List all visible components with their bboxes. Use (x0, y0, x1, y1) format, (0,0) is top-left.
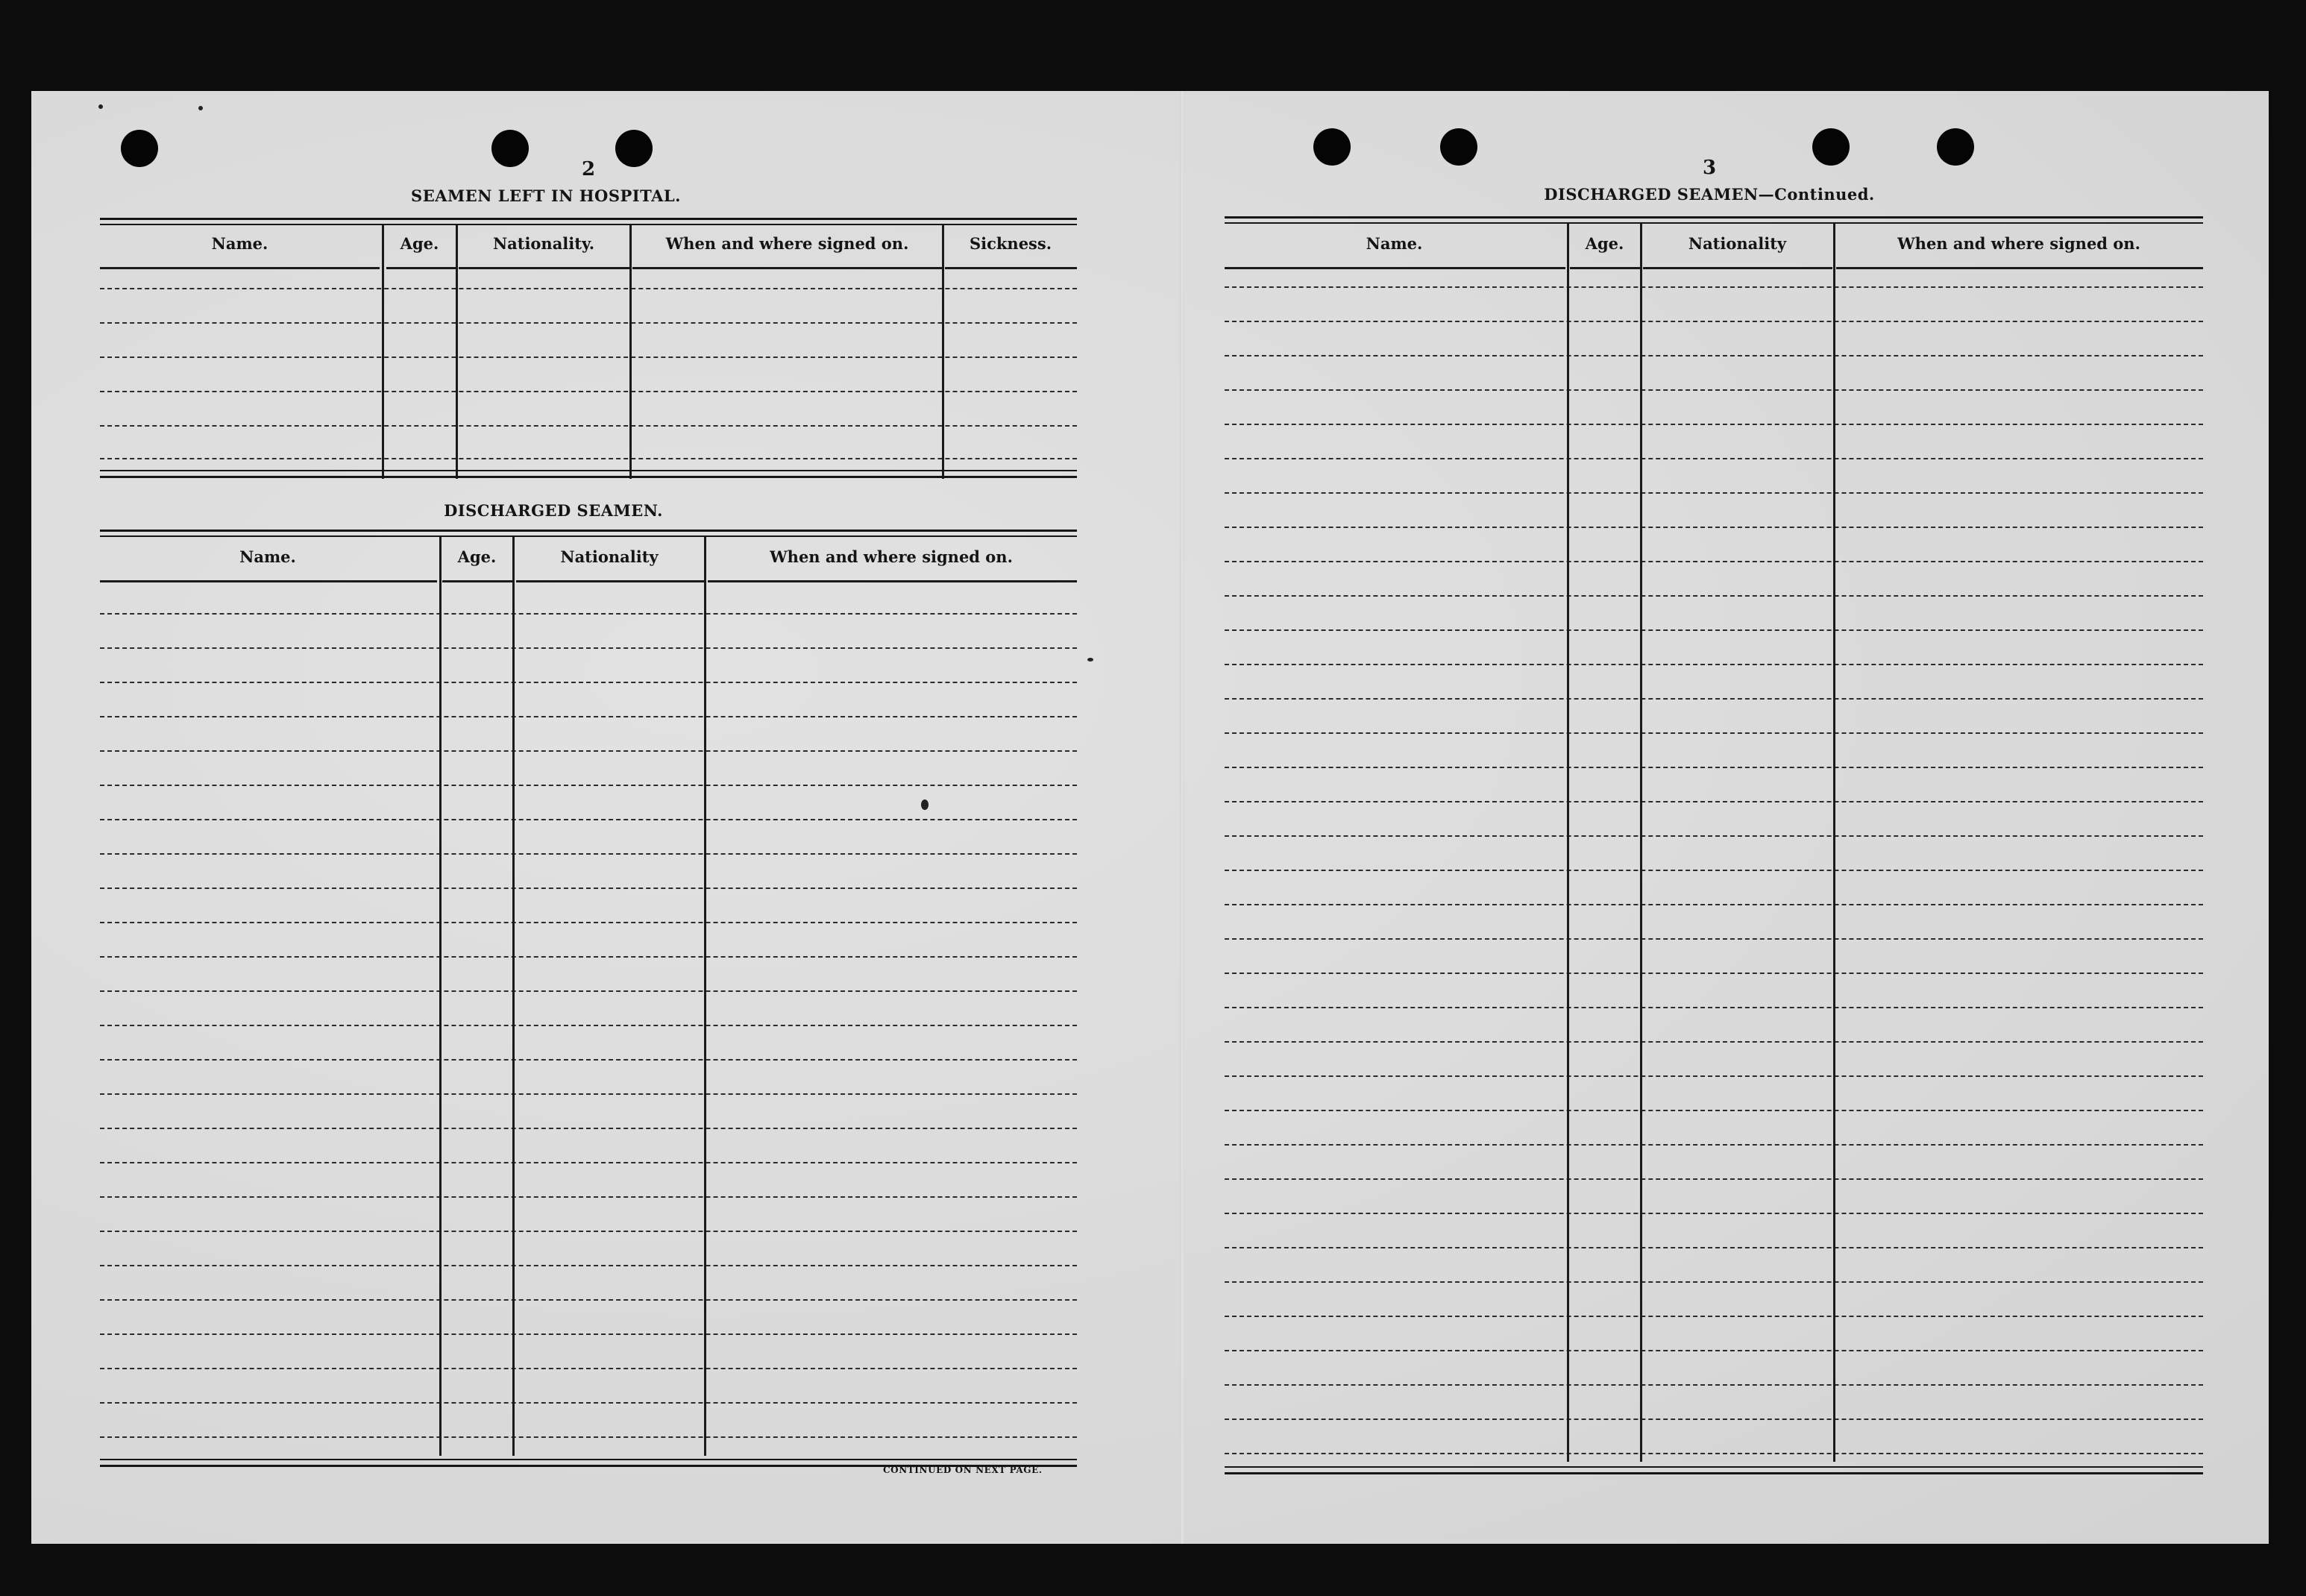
table-row (100, 1059, 1077, 1061)
column-header-age: Age. (400, 234, 439, 253)
table-row (1225, 321, 2203, 322)
column-header-age: Age. (457, 547, 497, 566)
table-row (100, 647, 1077, 649)
column-header-signed-on: When and where signed on. (1897, 234, 2140, 253)
table-row (1225, 1110, 2203, 1111)
punch-hole (1440, 128, 1477, 166)
column-header-nationality: Nationality (560, 547, 659, 566)
table-row (100, 1265, 1077, 1266)
double-rule-top (100, 535, 1077, 537)
header-underline (386, 267, 456, 269)
header-underline (1225, 267, 1565, 269)
table-row (100, 785, 1077, 786)
table-row (1225, 904, 2203, 905)
discharged-continued-table (1225, 216, 2203, 1486)
table-row (100, 682, 1077, 683)
table-row (1225, 732, 2203, 734)
table-row (1225, 1247, 2203, 1248)
table-row (100, 1333, 1077, 1335)
column-separator (1567, 224, 1569, 1462)
table-row (1225, 1419, 2203, 1420)
table-row (1225, 561, 2203, 562)
table-row (100, 887, 1077, 889)
table-row (100, 391, 1077, 392)
table-row (100, 1128, 1077, 1129)
table-row (1225, 286, 2203, 288)
table-row (1225, 1007, 2203, 1008)
punch-hole (1937, 128, 1974, 166)
header-underline (442, 580, 512, 582)
table-row (100, 322, 1077, 324)
table-row (1225, 527, 2203, 528)
table-row (100, 1162, 1077, 1163)
table-row (1225, 1384, 2203, 1386)
table-row (1225, 973, 2203, 974)
punch-hole (1812, 128, 1850, 166)
table-row (100, 716, 1077, 717)
continued-footer: CONTINUED ON NEXT PAGE. (883, 1465, 1043, 1475)
punch-hole (615, 130, 653, 167)
table-row (1225, 1453, 2203, 1454)
ink-speck (1087, 658, 1093, 662)
column-header-sickness: Sickness. (969, 234, 1052, 253)
header-underline (708, 580, 1077, 582)
double-rule-bottom (100, 470, 1077, 471)
column-header-signed-on: When and where signed on. (665, 234, 909, 253)
table-row (1225, 1075, 2203, 1077)
column-separator (1833, 224, 1835, 1462)
column-separator (439, 537, 442, 1456)
column-header-signed-on: When and where signed on. (770, 547, 1013, 566)
table-row (100, 425, 1077, 427)
table-row (100, 1093, 1077, 1095)
table-row (100, 1231, 1077, 1232)
table-row (1225, 424, 2203, 425)
column-header-name: Name. (239, 547, 296, 566)
header-underline (100, 580, 437, 582)
table-row (1225, 1350, 2203, 1351)
table-row (100, 1368, 1077, 1369)
ink-speck (198, 106, 203, 110)
table-row (100, 1196, 1077, 1198)
column-header-nationality: Nationality. (492, 234, 595, 253)
table-row (100, 922, 1077, 923)
table-row (1225, 492, 2203, 494)
punch-hole (121, 130, 158, 167)
header-underline (1570, 267, 1640, 269)
hospital-table-title: SEAMEN LEFT IN HOSPITAL. (411, 186, 681, 205)
column-separator (382, 225, 384, 479)
table-row (100, 1436, 1077, 1438)
column-header-name: Name. (1366, 234, 1423, 253)
column-separator (456, 225, 458, 479)
header-underline (459, 267, 629, 269)
punch-hole (1313, 128, 1351, 166)
double-rule-top (1225, 222, 2203, 224)
table-row (100, 990, 1077, 992)
table-row (1225, 835, 2203, 837)
double-rule-top (100, 224, 1077, 225)
page-number-left: 2 (581, 158, 596, 180)
table-row (1225, 355, 2203, 356)
double-rule-bottom (100, 1459, 1077, 1460)
column-separator (942, 225, 944, 479)
column-header-name: Name. (211, 234, 268, 253)
table-row (1225, 1041, 2203, 1043)
discharged-table (100, 530, 1077, 1484)
page-fold (1180, 91, 1184, 1544)
header-underline (945, 267, 1077, 269)
double-rule-bottom (100, 476, 1077, 478)
table-row (1225, 1144, 2203, 1146)
table-row (100, 1402, 1077, 1404)
table-row (1225, 1281, 2203, 1283)
ledger-sheet (31, 91, 2269, 1544)
header-underline (632, 267, 942, 269)
hospital-table (100, 218, 1077, 486)
table-row (1225, 1316, 2203, 1317)
table-row (100, 1299, 1077, 1301)
column-separator (629, 225, 632, 479)
column-header-age: Age. (1585, 234, 1624, 253)
table-row (1225, 698, 2203, 700)
table-row (1225, 938, 2203, 940)
punch-hole (491, 130, 529, 167)
table-row (100, 956, 1077, 958)
table-row (1225, 801, 2203, 802)
table-row (1225, 389, 2203, 391)
column-separator (512, 537, 515, 1456)
column-separator (1640, 224, 1642, 1462)
column-separator (704, 537, 706, 1456)
table-row (1225, 458, 2203, 459)
table-row (100, 613, 1077, 615)
discharged-table-title: DISCHARGED SEAMEN. (444, 501, 663, 520)
page-number-right: 3 (1702, 157, 1717, 179)
table-row (1225, 1178, 2203, 1180)
double-rule-bottom (1225, 1472, 2203, 1474)
double-rule-top (100, 218, 1077, 220)
table-row (1225, 629, 2203, 631)
double-rule-top (100, 530, 1077, 532)
header-underline (100, 267, 380, 269)
table-row (100, 288, 1077, 289)
table-row (100, 1025, 1077, 1026)
table-row (100, 819, 1077, 820)
table-row (1225, 1213, 2203, 1214)
table-row (1225, 595, 2203, 597)
table-row (100, 356, 1077, 358)
ink-speck (98, 104, 103, 109)
double-rule-bottom (1225, 1466, 2203, 1468)
header-underline (1836, 267, 2203, 269)
table-row (1225, 870, 2203, 871)
table-row (1225, 767, 2203, 768)
discharged-continued-title: DISCHARGED SEAMEN—Continued. (1544, 185, 1875, 204)
table-row (100, 853, 1077, 855)
table-row (100, 458, 1077, 459)
table-row (100, 750, 1077, 752)
table-row (1225, 664, 2203, 665)
double-rule-top (1225, 216, 2203, 219)
column-header-nationality: Nationality (1688, 234, 1787, 253)
header-underline (516, 580, 704, 582)
header-underline (1643, 267, 1832, 269)
